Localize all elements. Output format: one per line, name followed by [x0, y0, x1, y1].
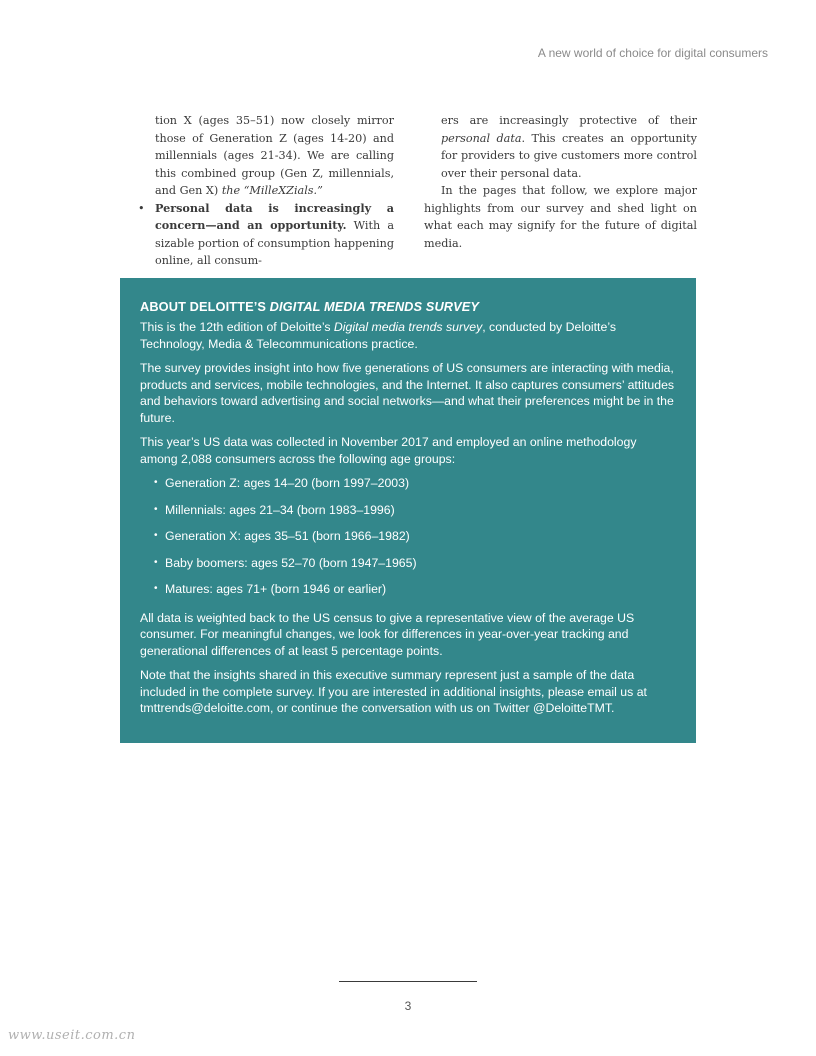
about-survey-box: [120, 278, 696, 743]
age-group-item: [154, 555, 676, 582]
about-paragraph-2: The survey provides insight into how five generations of US consumers are interacting with media, products and services, mobile technologies, and the Internet. It also captures consumers’ attitudes and behaviors toward advertising and social networks—and what their preferences might be in the future.: [140, 361, 675, 425]
right-p1-start: ers are increasingly protective of their: [441, 114, 697, 127]
age-group-item: [154, 502, 676, 529]
left-column: [138, 112, 394, 270]
age-group-item: [154, 581, 676, 608]
personal-data-term: personal data: [441, 131, 522, 145]
millexzials-term: the “MilleXZials.”: [221, 184, 323, 197]
right-p1-end: . This creates an opportunity for providers to give customers more control over their personal data.: [441, 131, 697, 180]
about-title-prefix: ABOUT DELOITTE’S: [140, 299, 267, 314]
bullet-marker: •: [154, 503, 158, 515]
age-group-label: Matures: ages 71+ (born 1946 or earlier): [165, 582, 387, 596]
survey-name: Digital media trends survey: [333, 320, 483, 334]
continued-paragraph: [155, 112, 394, 200]
running-header: A new world of choice for digital consumers: [537, 46, 768, 60]
continued-line-3: 21-34). We are calling this combined group (Gen: [155, 149, 394, 180]
about-paragraph-1: [140, 319, 676, 352]
about-paragraph-5: Note that the insights shared in this executive summary represent just a sample of the data included in the complete survey. If you are interested in additional insights, please email us at tmttrends@deloitte.com, or continue the conversation with us on Twitter @DeloitteTMT.: [140, 668, 647, 715]
about-title: [140, 298, 676, 315]
about-p1-end: , conducted by Deloitte’s Technology, Media & Telecommunications practice.: [140, 320, 616, 351]
about-title-italic: DIGITAL MEDIA TRENDS SURVEY: [269, 299, 480, 314]
age-group-label: Millennials: ages 21–34 (born 1983–1996): [165, 502, 395, 517]
age-group-list: [140, 475, 676, 608]
watermark: www.useit.com.cn: [8, 1028, 136, 1043]
age-group-label: Baby boomers: ages 52–70 (born 1947–1965): [165, 555, 417, 570]
about-p1-start: This is the 12th edition of Deloitte’s: [140, 320, 331, 334]
bullet-paragraph: [155, 200, 394, 270]
bullet-marker: •: [154, 530, 158, 541]
about-paragraph-4: All data is weighted back to the US census to give a representative view of the average US consumer. For meaningful changes, we look for differences in year-over-year tracking and generational differences of at least 5 percentage points.: [140, 610, 635, 658]
bullet-body: With a sizable portion of consumption happening online, all consum-: [155, 219, 394, 267]
bullet-marker: •: [154, 477, 158, 488]
age-group-label: Generation X: ages 35–51 (born 1966–1982): [165, 529, 410, 543]
personal-data-bullet: [138, 200, 394, 270]
continued-line-1: tion X (ages 35–51) now closely mirror those of: [155, 114, 394, 145]
bullet-lead: Personal data is increasingly a concern—and an opportunity.: [155, 200, 394, 232]
page-number: 3: [404, 999, 412, 1013]
right-paragraph-2: In the pages that follow, we explore major highlights from our survey and shed light on what each may signify for the future of digital media.: [424, 184, 697, 250]
right-column: [424, 112, 697, 252]
bullet-marker: •: [154, 556, 158, 568]
continued-line-4: Z, millennials, and Gen X): [155, 166, 395, 197]
bullet-marker: •: [138, 201, 145, 215]
age-group-label: Generation Z: ages 14–20 (born 1997–2003): [165, 476, 410, 490]
footer-divider: [339, 981, 477, 982]
age-group-item: [154, 475, 676, 502]
continued-line-2: Generation Z (ages 14-20) and millennials (ages: [155, 131, 395, 162]
bullet-marker: •: [154, 583, 158, 594]
about-paragraph-3: This year’s US data was collected in November 2017 and employed an online methodology among 2,088 consumers across the following age groups:: [140, 435, 637, 466]
right-paragraph-1: [441, 112, 697, 182]
age-group-item: [154, 528, 676, 555]
